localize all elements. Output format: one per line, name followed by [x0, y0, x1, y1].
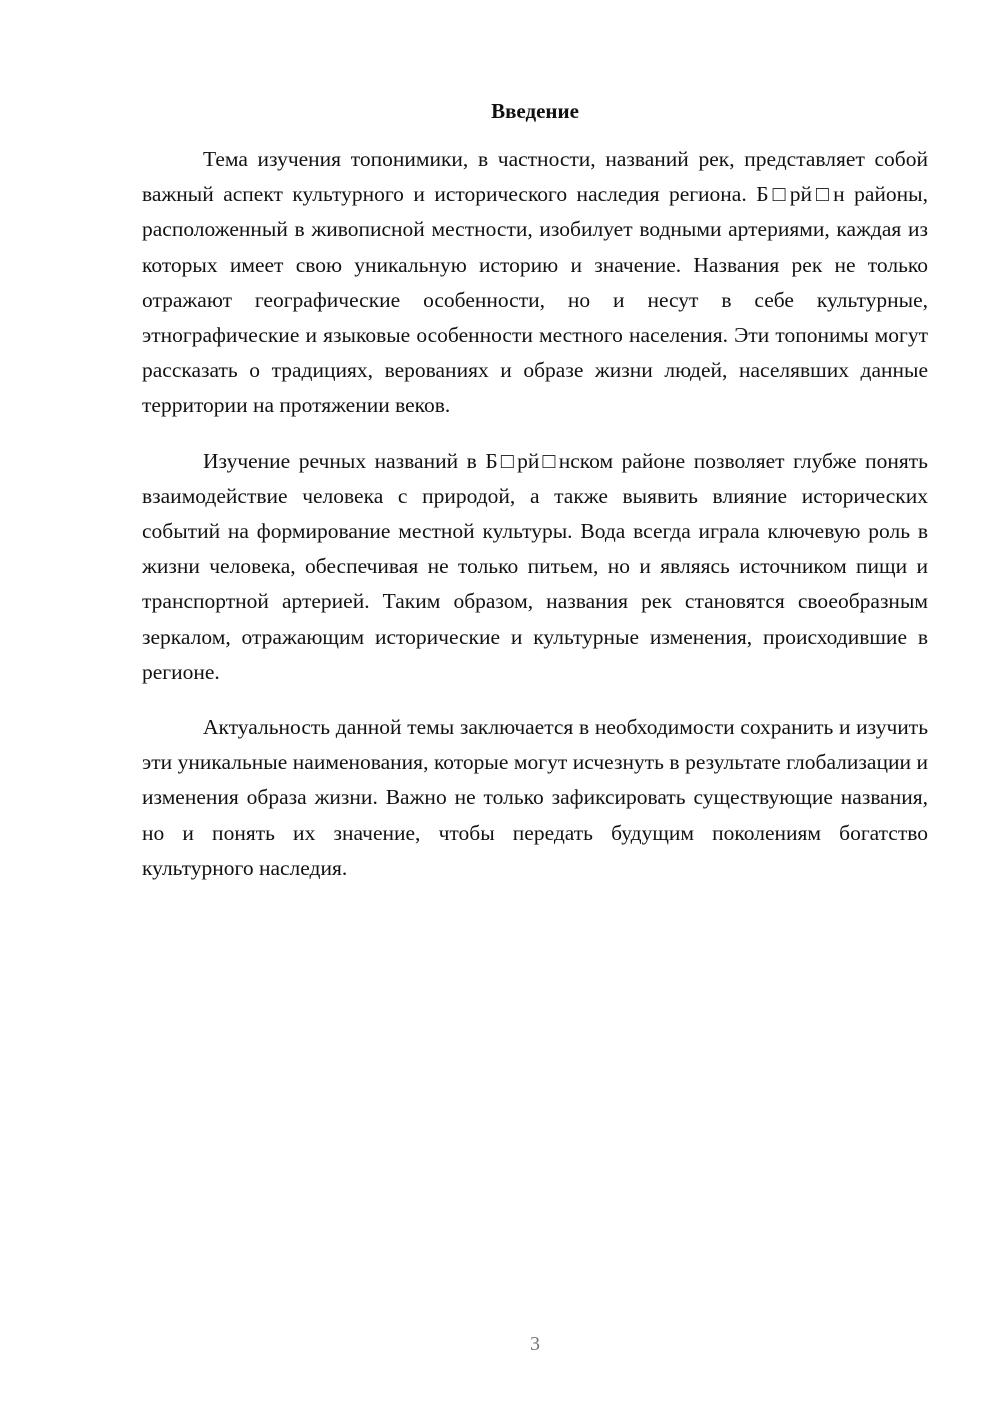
page-title: Введение [491, 99, 579, 123]
paragraph-2: Изучение речных названий в Б□рй□нском районе позволяет глубже понять взаимодействие человека с природой, а также выявить влияние исторических событий на формирование местной культуры. Вода всегда играла ключевую роль в жизни человека, обеспечивая не только питьем, но и являясь источником пищи и транспортной артерией. Таким образом, названия рек становятся своеобразным зеркалом, отражающим исторические и культурные изменения, происходившие в регионе. [142, 448, 928, 684]
paragraph-1: Тема изучения топонимики, в частности, названий рек, представляет собой важный аспект культурного и исторического наследия региона. Б□рй□н районы, расположенный в живописной местности, изобилует водными артериями, каждая из которых имеет свою уникальную историю и значение. Названия рек не только отражают географические особенности, но и несут в себе культурные, этнографические и языковые особенности местного населения. Эти топонимы могут рассказать о традициях, верованиях и образе жизни людей, населявших данные территории на протяжении веков. [142, 147, 928, 418]
document-body [142, 142, 928, 906]
page-number: 3 [530, 1333, 540, 1355]
paragraph-3: Актуальность данной темы заключается в необходимости сохранить и изучить эти уникальные наименования, которые могут исчезнуть в результате глобализации и изменения образа жизни. Важно не только зафиксировать существующие названия, но и понять их значение, чтобы передать будущим поколениям богатство культурного наследия. [142, 715, 928, 880]
